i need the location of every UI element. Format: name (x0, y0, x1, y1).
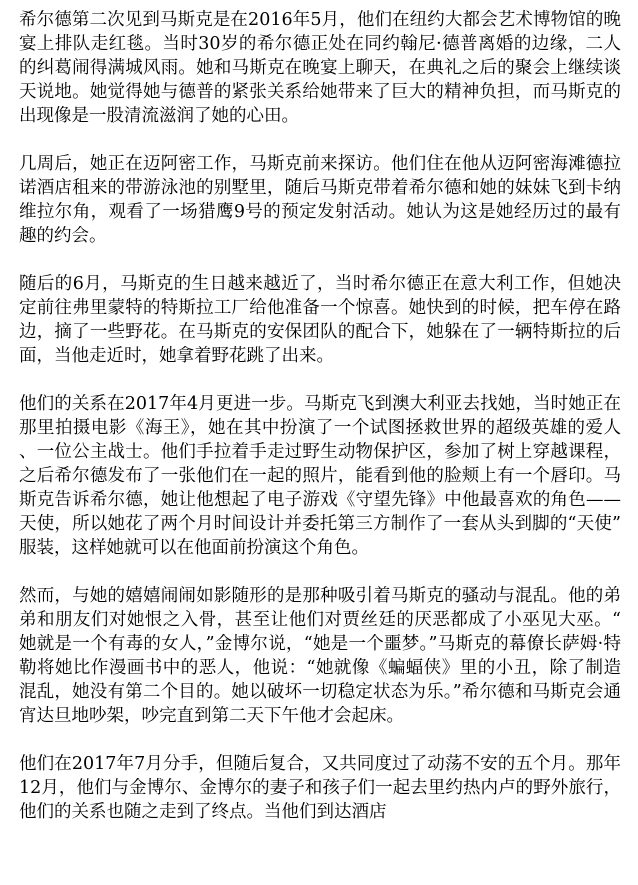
paragraph-breakup: 他们在2017年7月分手，但随后复合，又共同度过了动荡不安的五个月。那年12月，他们与金博尔、金博尔的妻子和孩子们一起去里约热内卢的野外旅行，他们的关系也随之走到了终点。当他们到达酒店 (19, 754, 621, 822)
article-body (19, 8, 621, 848)
paragraph-first-meeting: 希尔德第二次见到马斯克是在2016年5月，他们在纽约大都会艺术博物馆的晚宴上排队走红毯。当时30岁的希尔德正处在同约翰尼·德普离婚的边缘，二人的纠葛闹得满城风雨。她和马斯克在晚宴上聊天，在典礼之后的聚会上继续谈天说地。她觉得她与德普的紧张关系给她带来了巨大的精神负担，而马斯克的出现像是一股清流滋润了她的心田。 (19, 10, 621, 126)
paragraph-miami-visit: 几周后，她正在迈阿密工作，马斯克前来探访。他们住在他从迈阿密海滩德拉诺酒店租来的带游泳池的别墅里，随后马斯克带着希尔德和她的妹妹飞到卡纳维拉尔角，观看了一场猎鹰9号的预定发射活动。她认为这是她经历过的最有趣的约会。 (19, 154, 621, 246)
paragraph-birthday-surprise: 随后的6月，马斯克的生日越来越近了，当时希尔德正在意大利工作，但她决定前往弗里蒙特的特斯拉工厂给他准备一个惊喜。她快到的时候，把车停在路边，摘了一些野花。在马斯克的安保团队的配合下，她躲在了一辆特斯拉的后面，当他走近时，她拿着野花跳了出来。 (19, 274, 621, 366)
paragraph-australia-trip: 他们的关系在2017年4月更进一步。马斯克飞到澳大利亚去找她，当时她正在那里拍摄电影《海王》，她在其中扮演了一个试图拯救世界的超级英雄的爱人、一位公主战士。他们手拉着手走过野生动物保护区，参加了树上穿越课程，之后希尔德发布了一张他们在一起的照片，能看到他的脸颊上有一个唇印。马斯克告诉希尔德，她让他想起了电子游戏《守望先锋》中他最喜欢的角色——天使，所以她花了两个月时间设计并委托第三方制作了一套从头到脚的“天使”服装，这样她就可以在他面前扮演这个角色。 (19, 394, 621, 558)
paragraph-chaos: 然而，与她的嬉嬉闹闹如影随形的是那种吸引着马斯克的骚动与混乱。他的弟弟和朋友们对她恨之入骨，甚至让他们对贾丝廷的厌恶都成了小巫见大巫。“她就是一个有毒的女人，”金博尔说，“她是一个噩梦。”马斯克的幕僚长萨姆·特勒将她比作漫画书中的恶人，他说：“她就像《蝙蝠侠》里的小丑，除了制造混乱，她没有第二个目的。她以破坏一切稳定状态为乐。”希尔德和马斯克会通宵达旦地吵架，吵完直到第二天下午他才会起床。 (19, 586, 621, 726)
